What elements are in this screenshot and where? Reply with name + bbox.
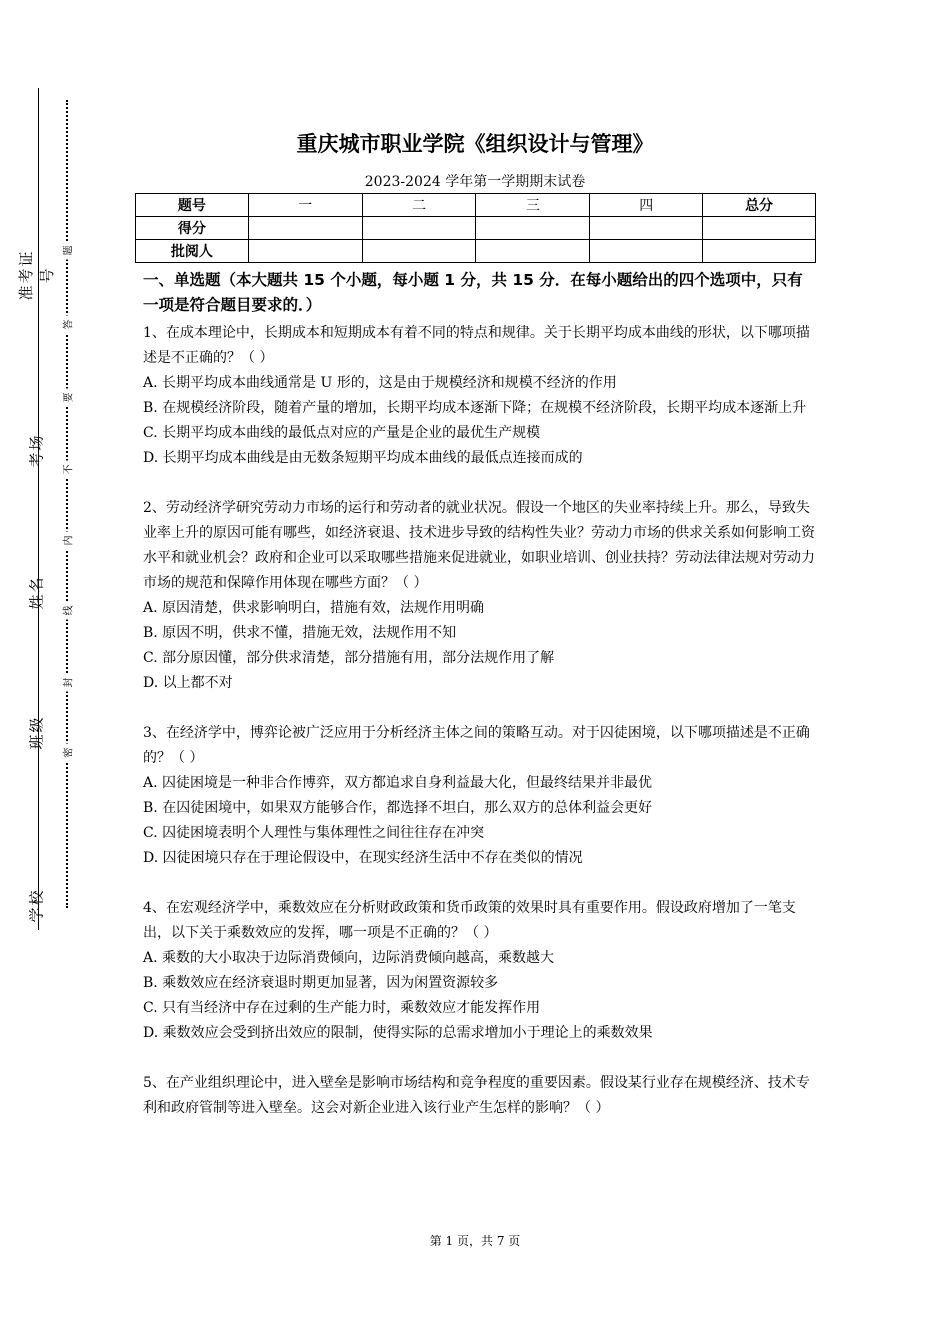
question-3 bbox=[143, 721, 815, 871]
score-table-header-row bbox=[136, 194, 816, 217]
score-col-header: 三 bbox=[476, 194, 590, 217]
score-cell bbox=[362, 240, 476, 263]
score-col-header: 总分 bbox=[703, 194, 816, 217]
spacer bbox=[143, 871, 815, 896]
spacer bbox=[143, 696, 815, 721]
score-col-header: 一 bbox=[248, 194, 362, 217]
question-stem: 4、在宏观经济学中，乘数效应在分析财政政策和货币政策的效果时具有重要作用。假设政府增加了一笔支出，以下关于乘数效应的发挥，哪一项是不正确的？（ ） bbox=[143, 900, 796, 941]
seal-char: 答 bbox=[60, 316, 75, 334]
score-cell bbox=[476, 217, 590, 240]
page-title: 重庆城市职业学院《组织设计与管理》 bbox=[296, 132, 654, 156]
option-d: D. 以上都不对 bbox=[143, 675, 233, 691]
score-col-header: 二 bbox=[362, 194, 476, 217]
seal-char: 封 bbox=[60, 674, 75, 692]
score-cell bbox=[590, 217, 703, 240]
binding-label-name: 姓名 bbox=[27, 575, 46, 610]
seal-char: 内 bbox=[60, 532, 75, 550]
question-stem: 5、在产业组织理论中，进入壁垒是影响市场结构和竞争程度的重要因素。假设某行业存在规模经济、技术专利和政府管制等进入壁垒。这会对新企业进入该行业产生怎样的影响？（ ） bbox=[143, 1075, 810, 1116]
score-cell bbox=[476, 240, 590, 263]
option-b: B. 在规模经济阶段，随着产量的增加，长期平均成本逐渐下降；在规模不经济阶段，长期平均成本逐渐上升 bbox=[143, 400, 807, 416]
question-stem: 2、劳动经济学研究劳动力市场的运行和劳动者的就业状况。假设一个地区的失业率持续上升。那么，导致失业率上升的原因可能有哪些，如经济衰退、技术进步导致的结构性失业？劳动力市场的供求关系如何影响工资水平和就业机会？政府和企业可以采取哪些措施来促进就业，如职业培训、创业扶持？劳动法律法规对劳动力市场的规范和保障作用体现在哪些方面？（ ） bbox=[143, 500, 815, 591]
score-cell bbox=[248, 217, 362, 240]
option-c: C. 只有当经济中存在过剩的生产能力时，乘数效应才能发挥作用 bbox=[143, 1000, 541, 1016]
page-subtitle: 2023-2024 学年第一学期期末试卷 bbox=[364, 174, 586, 190]
seal-char: 题 bbox=[60, 242, 75, 260]
score-cell bbox=[362, 217, 476, 240]
option-a: A. 原因清楚，供求影响明白，措施有效，法规作用明确 bbox=[143, 600, 485, 616]
binding-label-school: 学校 bbox=[27, 888, 46, 923]
question-stem: 1、在成本理论中，长期成本和短期成本有着不同的特点和规律。关于长期平均成本曲线的形状，以下哪项描述是不正确的？（ ） bbox=[143, 325, 810, 366]
option-a: A. 长期平均成本曲线通常是 U 形的，这是由于规模经济和规模不经济的作用 bbox=[143, 375, 617, 391]
option-d: D. 乘数效应会受到挤出效应的限制，使得实际的总需求增加小于理论上的乘数效果 bbox=[143, 1025, 653, 1041]
seal-char: 要 bbox=[60, 389, 75, 407]
option-a: A. 囚徒困境是一种非合作博弈，双方都追求自身利益最大化，但最终结果并非最优 bbox=[143, 775, 653, 791]
binding-solid-line bbox=[38, 88, 39, 930]
score-row-label: 批阅人 bbox=[136, 240, 249, 263]
section-heading: 一、单选题（本大题共 15 个小题，每小题 1 分，共 15 分．在每小题给出的四个选项中，只有一项是符合题目要求的．） bbox=[143, 271, 803, 314]
option-b: B. 原因不明，供求不懂，措施无效，法规作用不知 bbox=[143, 625, 457, 641]
page-footer: 第 1 页，共 7 页 bbox=[429, 1234, 521, 1248]
question-5 bbox=[143, 1071, 815, 1121]
seal-char: 线 bbox=[60, 602, 75, 620]
score-col-header: 题号 bbox=[136, 194, 249, 217]
question-4 bbox=[143, 896, 815, 1046]
binding-dotted-line bbox=[66, 100, 68, 908]
option-c: C. 部分原因懂，部分供求清楚，部分措施有用，部分法规作用了解 bbox=[143, 650, 555, 666]
seal-char: 不 bbox=[60, 461, 75, 479]
score-cell bbox=[590, 240, 703, 263]
option-d: D. 长期平均成本曲线是由无数条短期平均成本曲线的最低点连接而成的 bbox=[143, 450, 583, 466]
question-2 bbox=[143, 496, 815, 696]
binding-label-exam-id: 准考证号 bbox=[17, 249, 56, 301]
binding-label-class: 班级 bbox=[27, 715, 46, 750]
question-1 bbox=[143, 321, 815, 471]
question-stem: 3、在经济学中，博弈论被广泛应用于分析经济主体之间的策略互动。对于囚徒困境，以下哪项描述是不正确的？（ ） bbox=[143, 725, 810, 766]
option-c: C. 囚徒困境表明个人理性与集体理性之间往往存在冲突 bbox=[143, 825, 485, 841]
spacer bbox=[143, 471, 815, 496]
score-table bbox=[135, 193, 816, 263]
option-b: B. 在囚徒困境中，如果双方能够合作，都选择不坦白，那么双方的总体利益会更好 bbox=[143, 800, 653, 816]
option-c: C. 长期平均成本曲线的最低点对应的产量是企业的最优生产规模 bbox=[143, 425, 541, 441]
score-cell bbox=[703, 240, 816, 263]
binding-label-exam-room: 考场 bbox=[27, 433, 46, 468]
score-table-row bbox=[136, 240, 816, 263]
seal-char: 密 bbox=[60, 744, 75, 762]
score-row-label: 得分 bbox=[136, 217, 249, 240]
exam-content bbox=[143, 268, 815, 1121]
option-d: D. 囚徒困境只存在于理论假设中，在现实经济生活中不存在类似的情况 bbox=[143, 850, 583, 866]
score-cell bbox=[248, 240, 362, 263]
option-a: A. 乘数的大小取决于边际消费倾向，边际消费倾向越高，乘数越大 bbox=[143, 950, 555, 966]
score-cell bbox=[703, 217, 816, 240]
spacer bbox=[143, 1046, 815, 1071]
score-table-row bbox=[136, 217, 816, 240]
score-col-header: 四 bbox=[590, 194, 703, 217]
option-b: B. 乘数效应在经济衰退时期更加显著，因为闲置资源较多 bbox=[143, 975, 499, 991]
